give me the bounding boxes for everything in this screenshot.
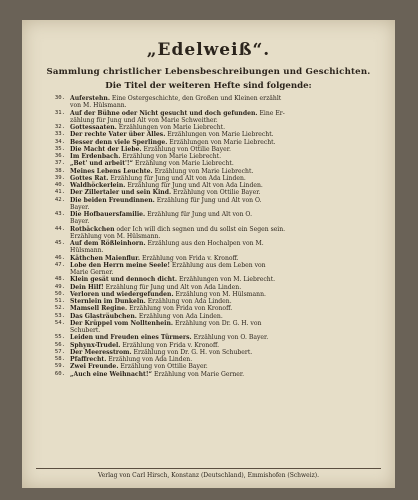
- item-title: Gottes Rat.: [70, 174, 109, 182]
- item-text: [70, 204, 381, 211]
- item-description: Erzählung von Dr. G. H. von: [173, 319, 262, 327]
- item-number: 54.: [54, 319, 65, 326]
- item-description: Erzählung von Ada Linden.: [145, 298, 232, 305]
- item-number: 51.: [54, 298, 65, 304]
- list-item: [48, 218, 381, 225]
- item-number: 33.: [54, 131, 65, 138]
- list-item: [48, 160, 381, 167]
- item-description: Bayer.: [70, 203, 90, 211]
- item-number: 31.: [54, 109, 65, 116]
- list-item: [48, 356, 381, 363]
- item-description: Erzählung für Jung und Alt von Ada Linden.: [125, 182, 263, 189]
- item-title: Lobe den Herrn meine Seele!: [70, 261, 170, 269]
- item-number: 60.: [54, 370, 65, 377]
- item-number: [48, 233, 70, 240]
- item-number: 38.: [54, 167, 65, 174]
- item-number: 53.: [54, 312, 65, 319]
- list-item: [48, 110, 381, 117]
- title-list: [22, 95, 395, 378]
- list-item: [48, 255, 381, 262]
- item-text: [70, 349, 381, 356]
- item-number: [48, 327, 70, 334]
- item-number: [48, 102, 70, 109]
- item-text: [70, 175, 381, 182]
- item-text: [70, 153, 381, 160]
- item-number: 45.: [54, 240, 65, 246]
- item-description: Erzählung für Jung und Alt von Ada Linden.: [103, 283, 242, 291]
- item-title: Meines Lebens Leuchte.: [70, 167, 153, 175]
- item-number: 55.: [54, 334, 65, 341]
- item-text: [70, 291, 381, 298]
- item-text: [70, 327, 381, 334]
- item-text: [70, 146, 381, 153]
- item-description: Erzählung aus den Hochalpen von M.: [145, 240, 264, 247]
- item-text: [70, 218, 381, 225]
- item-text: [70, 320, 381, 327]
- item-number: 44.: [54, 225, 65, 232]
- item-number: [48, 247, 70, 254]
- list-item: [48, 363, 381, 370]
- item-number: 47.: [54, 261, 65, 268]
- item-title: Besser denn viele Sperlinge.: [70, 138, 168, 146]
- item-title: Käthchen Maienflur.: [70, 254, 141, 262]
- item-text: [70, 371, 381, 378]
- item-description: Erzählungen von Marie Liebrecht.: [165, 131, 274, 139]
- item-description: Marie Gerner.: [70, 269, 114, 276]
- list-item: [48, 320, 381, 327]
- item-number: 36.: [54, 153, 65, 159]
- item-text: [70, 284, 381, 291]
- list-item: [48, 204, 381, 211]
- item-title: Gottessaaten.: [70, 124, 117, 131]
- item-description: Erzählung von Ottilie Bayer.: [141, 145, 231, 153]
- item-description: Erzählungen von Marie Liebrecht.: [167, 138, 276, 146]
- item-title: Dein Hilf!: [70, 283, 104, 291]
- item-title: Der Meeresstrom.: [70, 348, 132, 356]
- item-text: [70, 211, 381, 218]
- item-description: Erzählung von M. Hülsmann.: [70, 232, 161, 240]
- item-description: Erzählung für Jung und Alt von Ada Linden.: [108, 174, 246, 182]
- item-description: Erzählung von Frida v. Kronoff.: [120, 341, 220, 349]
- item-text: [70, 334, 381, 341]
- item-text: [70, 313, 381, 320]
- list-item: [48, 175, 381, 182]
- item-number: [48, 269, 70, 276]
- item-description: Erzählung von Marie Liebrecht.: [152, 167, 254, 175]
- item-title: Die Hofbauersfamilie.: [70, 211, 146, 218]
- item-title: Leiden und Freuden eines Türmers.: [70, 334, 192, 342]
- list-item: [48, 262, 381, 269]
- item-text: [70, 168, 381, 175]
- list-item: [48, 117, 381, 124]
- list-item: [48, 189, 381, 196]
- item-number: 56.: [54, 341, 65, 348]
- list-item: [48, 95, 381, 102]
- item-description: Schubert.: [70, 327, 101, 334]
- item-text: [70, 233, 381, 240]
- item-text: [70, 110, 381, 117]
- item-number: 30.: [54, 95, 65, 101]
- item-text: [70, 269, 381, 276]
- item-description: oder Ich will dich segnen und du sollst ein Segen sein.: [114, 225, 286, 233]
- item-title: „Auch eine Weihnacht!“: [70, 370, 153, 378]
- item-description: zählung für Jung und Alt von Marie Schweither.: [70, 116, 218, 124]
- item-description: Erzählung für Jung und Alt von O.: [154, 196, 262, 204]
- item-text: [70, 226, 381, 233]
- item-description: Erzählung von Dr. G. H. von Schubert.: [131, 348, 253, 356]
- item-description: Erzählung aus dem Leben von: [170, 261, 266, 269]
- series-subtitle: Sammlung christlicher Lebensbeschreibungen und Geschichten.: [46, 67, 371, 77]
- item-text: [70, 356, 381, 363]
- item-number: [48, 204, 70, 211]
- item-number: [48, 117, 70, 124]
- list-item: [48, 240, 381, 247]
- item-number: 32.: [54, 124, 65, 130]
- list-intro: Die Titel der weiteren Hefte sind folgende:: [105, 81, 312, 91]
- item-title: Rotbäckchen: [70, 225, 115, 233]
- list-item: [48, 371, 381, 378]
- item-number: 35.: [54, 145, 65, 152]
- item-number: 46.: [54, 254, 65, 261]
- list-item: [48, 291, 381, 298]
- item-text: [70, 247, 381, 254]
- item-number: 50.: [54, 290, 65, 297]
- list-item: [48, 226, 381, 233]
- item-text: [70, 160, 381, 167]
- item-title: Zwei Freunde.: [70, 363, 119, 371]
- item-description: Eine Er-: [257, 109, 285, 117]
- item-text: [70, 124, 381, 131]
- item-text: [70, 342, 381, 349]
- item-number: 43.: [54, 211, 65, 217]
- item-text: [70, 197, 381, 204]
- item-description: Erzählung von Marie Liebrecht.: [120, 153, 222, 160]
- list-item: [48, 298, 381, 305]
- item-title: Die beiden Freundinnen.: [70, 196, 155, 204]
- item-title: Die Macht der Liebe.: [70, 145, 142, 153]
- item-title: Sternlein im Dunkeln.: [70, 298, 146, 305]
- item-number: 49.: [54, 283, 65, 290]
- item-number: 40.: [54, 182, 65, 188]
- list-item: [48, 102, 381, 109]
- item-title: „Bet' und arbeit'!“: [70, 160, 134, 168]
- item-number: 39.: [54, 174, 65, 181]
- list-item: [48, 276, 381, 283]
- item-number: 57.: [54, 348, 65, 355]
- item-number: 37.: [54, 160, 65, 167]
- footer-divider: [36, 468, 381, 469]
- item-description: Erzählung von Ottilie Bayer.: [171, 189, 261, 197]
- item-description: Erzählung von O. Bayer.: [191, 334, 269, 342]
- item-description: Erzählung von Frida von Kronoff.: [127, 305, 233, 313]
- item-description: Eine Ostergeschichte, den Großen und Kleinen erzählt: [109, 95, 282, 102]
- item-number: 34.: [54, 138, 65, 145]
- item-description: von M. Hülsmann.: [70, 102, 127, 110]
- item-number: 59.: [54, 363, 65, 370]
- item-title: Klein gesät und dennoch dicht.: [70, 276, 178, 284]
- list-item: [48, 327, 381, 334]
- item-text: [70, 182, 381, 189]
- item-description: Erzählung von Ottilie Bayer.: [118, 363, 208, 371]
- item-text: [70, 131, 381, 138]
- item-text: [70, 276, 381, 283]
- list-item: [48, 146, 381, 153]
- list-item: [48, 349, 381, 356]
- item-title: Waldhöckerlein.: [70, 182, 126, 189]
- item-description: Erzählung von Marie Liebrecht.: [133, 160, 234, 168]
- item-text: [70, 95, 381, 102]
- item-text: [70, 117, 381, 124]
- item-description: Erzählung für Jung und Alt von O.: [145, 211, 253, 218]
- item-number: 41.: [54, 189, 65, 196]
- item-text: [70, 189, 381, 196]
- list-item: [48, 305, 381, 312]
- item-description: Erzählung von Ada Linden.: [136, 312, 223, 320]
- list-item: [48, 168, 381, 175]
- item-number: 42.: [54, 196, 65, 203]
- list-item: [48, 284, 381, 291]
- item-text: [70, 139, 381, 146]
- item-text: [70, 240, 381, 247]
- item-text: [70, 262, 381, 269]
- item-text: [70, 255, 381, 262]
- item-title: Pfaffrecht.: [70, 356, 107, 363]
- item-title: Auf dem Rößleinhorn.: [70, 240, 146, 247]
- item-title: Der rechte Vater über Alles.: [70, 131, 166, 139]
- item-description: Erzählung von Frida v. Kronoff.: [140, 254, 239, 262]
- item-title: Auferstehn.: [70, 95, 110, 102]
- booklet-back-cover: [22, 20, 395, 488]
- item-title: Der Krüppel vom Nolltenhein.: [70, 319, 174, 327]
- item-number: [48, 218, 70, 225]
- item-description: Bayer.: [70, 218, 90, 226]
- item-description: Erzählung von M. Hülsmann.: [173, 290, 266, 298]
- list-item: [48, 153, 381, 160]
- item-description: Erzählungen von Marie Liebrecht.: [116, 124, 226, 131]
- series-title: „Edelweiß“.: [146, 40, 271, 60]
- item-description: Erzählung von Marie Gerner.: [152, 370, 245, 378]
- item-text: [70, 298, 381, 305]
- list-item: [48, 334, 381, 341]
- item-title: Das Glasträubchen.: [70, 312, 137, 320]
- list-item: [48, 182, 381, 189]
- item-title: Mamsell Regine.: [70, 305, 128, 313]
- item-number: 52.: [54, 305, 65, 312]
- list-item: [48, 124, 381, 131]
- item-number: 58.: [54, 356, 65, 362]
- item-description: Erzählungen von M. Liebrecht.: [177, 276, 276, 284]
- publisher-footer: Verlag von Carl Hirsch, Konstanz (Deutschland), Emmishofen (Schweiz).: [97, 472, 320, 479]
- list-item: [48, 342, 381, 349]
- list-item: [48, 139, 381, 146]
- item-title: Der Zillertaler und sein Kind.: [70, 189, 172, 197]
- list-item: [48, 131, 381, 138]
- item-description: Hülsmann.: [70, 247, 104, 255]
- list-item: [48, 233, 381, 240]
- item-text: [70, 305, 381, 312]
- item-title: Auf der Bühne oder Nicht gesucht und doch gefunden.: [70, 109, 258, 117]
- item-number: 48.: [54, 276, 65, 283]
- item-title: Sphynx-Trudel.: [70, 341, 121, 349]
- list-item: [48, 269, 381, 276]
- item-title: Verloren und wiedergefunden.: [70, 290, 174, 298]
- item-title: Im Erdenbach.: [70, 153, 121, 160]
- list-item: [48, 247, 381, 254]
- list-item: [48, 197, 381, 204]
- list-item: [48, 211, 381, 218]
- list-item: [48, 313, 381, 320]
- item-description: Erzählung von Ada Linden.: [106, 356, 193, 363]
- item-text: [70, 363, 381, 370]
- item-text: [70, 102, 381, 109]
